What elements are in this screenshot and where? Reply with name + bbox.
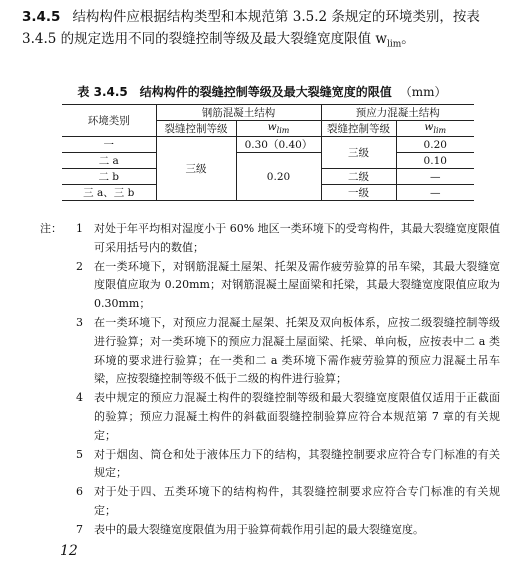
- notes-label: 注：: [40, 222, 62, 235]
- note-item: [40, 220, 500, 258]
- pc-grade-cell: 一级: [321, 185, 396, 201]
- clause-sub: lim: [387, 39, 402, 50]
- caption-unit: （mm）: [399, 85, 447, 99]
- note-text: 表中的最大裂缝宽度限值为用于验算荷载作用引起的最大裂缝宽度。: [94, 522, 424, 536]
- note-text: 表中规定的预应力混凝土构件的裂缝控制等级和最大裂缝宽度限值仅适用于正截面的验算；预应力混凝土构件的斜截面裂缝控制验算应符合本规范第 7 章的有关规定；: [94, 391, 500, 442]
- pc-grade-cell: 二级: [321, 169, 396, 185]
- header-pc-w: [396, 121, 474, 137]
- note-number: 3: [76, 315, 83, 329]
- note-text: 在一类环境下，对预应力混凝土屋架、托架及双向板体系，应按二级裂缝控制等级进行验算；对一类环境下的预应力混凝土屋面梁、托梁、单向板，应按表中二 a 类环境的要求进行验算；在一类和二 a 类环境下需作疲劳验算的预应力混凝土吊车梁，应按裂缝控制等级不低于二级的构件进行验算；: [94, 315, 500, 386]
- header-env: 环境类别: [62, 105, 156, 137]
- crack-control-table: [62, 104, 474, 201]
- table-caption: [0, 84, 524, 100]
- table-header-row-1: [62, 105, 474, 121]
- note-text: 对于烟囱、筒仓和处于液体压力下的结构，其裂缝控制要求应符合专门标准的有关规定；: [94, 447, 500, 480]
- w-sub: lim: [433, 126, 447, 136]
- note-number: 2: [76, 259, 83, 273]
- table-notes: [40, 220, 500, 540]
- env-cell: 二 a: [62, 153, 156, 169]
- rc-w-cell: 0.30（0.40）: [236, 137, 321, 153]
- note-item: [40, 314, 500, 389]
- table-row: [62, 153, 474, 169]
- note-item: [40, 258, 500, 314]
- pc-w-cell: 0.10: [396, 153, 474, 169]
- clause-end: 。: [401, 31, 415, 47]
- header-pc-grade: 裂缝控制等级: [321, 121, 396, 137]
- pc-w-cell: —: [396, 185, 474, 201]
- note-number: 4: [76, 391, 83, 405]
- env-cell: 三 a、三 b: [62, 185, 156, 201]
- note-text: 对于处于四、五类环境下的结构构件，其裂缝控制要求应符合专门标准的有关规定；: [94, 485, 500, 517]
- pc-w-cell: —: [396, 169, 474, 185]
- pc-grade-cell: 三级: [321, 137, 396, 169]
- header-rc-grade: 裂缝控制等级: [156, 121, 236, 137]
- clause-3-4-5: [22, 6, 502, 56]
- env-cell: 一: [62, 137, 156, 153]
- note-item: [40, 521, 500, 540]
- table-row: [62, 137, 474, 153]
- clause-number: 3.4.5: [22, 9, 61, 25]
- env-cell: 二 b: [62, 169, 156, 185]
- header-rc: 钢筋混凝土结构: [156, 105, 321, 121]
- note-number: 6: [76, 485, 83, 499]
- page-number: 12: [60, 543, 78, 559]
- rc-grade-cell: 三级: [156, 137, 236, 201]
- rc-w-cell: 0.20: [236, 153, 321, 201]
- header-rc-w: [236, 121, 321, 137]
- clause-text: 结构构件应根据结构类型和本规范第 3.5.2 条规定的环境类别，按表 3.4.5 的规定选用不同的裂缝控制等级及最大裂缝宽度限值 w: [22, 9, 480, 47]
- pc-w-cell: 0.20: [396, 137, 474, 153]
- note-text: 对处于年平均相对湿度小于 60% 地区一类环境下的受弯构件，其最大裂缝宽度限值可采用括号内的数值；: [94, 222, 500, 254]
- note-number: 1: [76, 222, 83, 235]
- note-item: [40, 389, 500, 445]
- note-item: [40, 483, 500, 521]
- w-symbol: w: [424, 121, 434, 134]
- caption-number: 表 3.4.5: [77, 85, 128, 99]
- note-number: 5: [76, 447, 83, 461]
- w-sub: lim: [276, 126, 290, 136]
- caption-title: 结构构件的裂缝控制等级及最大裂缝宽度的限值: [139, 85, 392, 99]
- header-pc: 预应力混凝土结构: [321, 105, 474, 121]
- note-text: 在一类环境下，对钢筋混凝土屋架、托架及需作疲劳验算的吊车梁，其最大裂缝宽度限值应取为 0.20mm；对钢筋混凝土屋面梁和托梁，其最大裂缝宽度限值应取为 0.30mm；: [94, 259, 500, 311]
- w-symbol: w: [267, 121, 277, 134]
- note-item: [40, 446, 500, 484]
- note-number: 7: [76, 522, 83, 536]
